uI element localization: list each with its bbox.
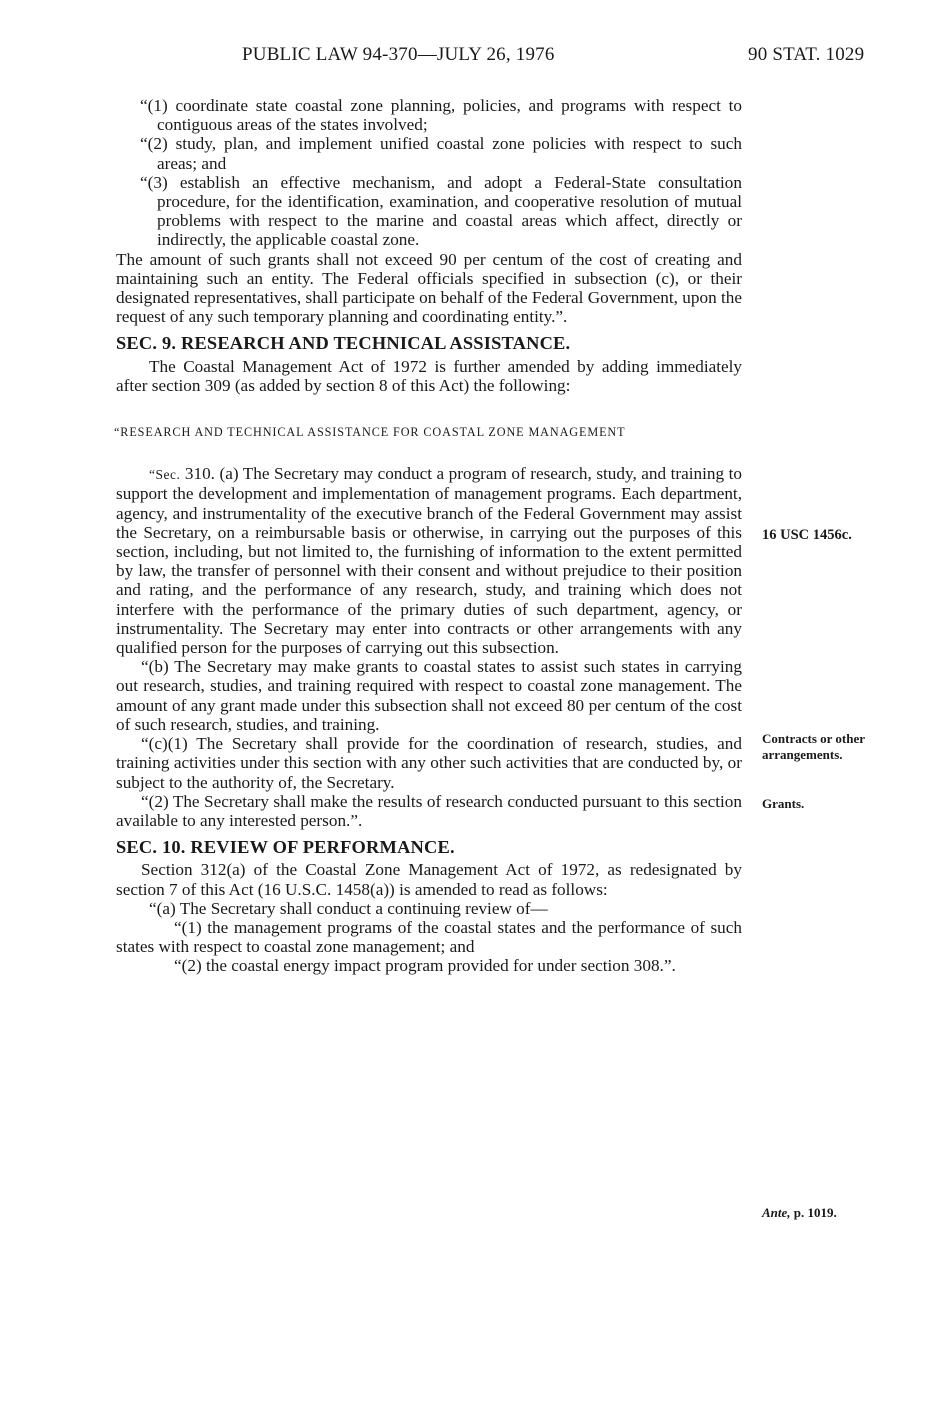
sec10-heading: SEC. 10. REVIEW OF PERFORMANCE. xyxy=(116,837,455,858)
document-body xyxy=(116,96,742,976)
sec10-subsection-a: “(a) The Secretary shall conduct a continuing review of— xyxy=(149,898,548,918)
clause-3: “(3) establish an effective mechanism, and adopt a Federal-State consultation procedure, for the identification, examination, and cooperative resolution of mutual problems with respect to the marine and coastal areas which affect, directly or indirectly, the applicable coastal zone. xyxy=(140,172,742,250)
margin-note-contracts xyxy=(762,731,865,763)
margin-note-usc: 16 USC 1456c. xyxy=(762,527,852,543)
sec10-clause-2: “(2) the coastal energy impact program provided for under section 308.”. xyxy=(174,956,676,976)
sec9-intro: The Coastal Management Act of 1972 is further amended by adding immediately after section 309 (as added by section 8 of this Act) the following: xyxy=(116,356,742,395)
margin-note-ante-italic: Ante, xyxy=(762,1205,791,1220)
sec-label: “Sec. xyxy=(149,467,181,483)
sec310-caption: “RESEARCH AND TECHNICAL ASSISTANCE FOR COASTAL ZONE MANAGEMENT xyxy=(114,425,626,440)
margin-note-ante-rest: p. 1019. xyxy=(790,1205,837,1220)
sec10-intro: Section 312(a) of the Coastal Zone Management Act of 1972, as redesignated by section 7 of this Act (16 U.S.C. 1458(a)) is amended to read as follows: xyxy=(116,860,742,899)
clause-1: “(1) coordinate state coastal zone planning, policies, and programs with respect to contiguous areas of the states involved; xyxy=(140,96,742,135)
sec310b-paragraph: “(b) The Secretary may make grants to coastal states to assist such states in carrying out research, studies, and training required with respect to coastal zone management. The amount of any grant made under this subsection shall not exceed 80 per centum of the cost of such research, studies, and training. xyxy=(116,657,742,734)
margin-note-contracts-line1: Contracts or other xyxy=(762,731,866,746)
margin-note-contracts-line2: arrangements. xyxy=(762,747,843,762)
sec310a-paragraph xyxy=(116,464,742,657)
page-header-stat: 90 STAT. 1029 xyxy=(748,44,865,65)
sec310c1-paragraph: “(c)(1) The Secretary shall provide for the coordination of research, studies, and training activities under this section with any other such activities that are conducted by, or subject to the authority of, the Secretary. xyxy=(116,734,742,792)
margin-note-ante xyxy=(762,1205,837,1221)
sec10-clause-1: “(1) the management programs of the coastal states and the performance of such states with respect to coastal zone management; and xyxy=(116,917,742,957)
amount-paragraph: The amount of such grants shall not exceed 90 per centum of the cost of creating and maintaining such an entity. The Federal officials specified in subsection (c), or their designated representatives, shall participate on behalf of the Federal Government, upon the request of any such temporary planning and coordinating entity.”. xyxy=(116,249,742,327)
page-header-title: PUBLIC LAW 94-370—JULY 26, 1976 xyxy=(242,44,555,65)
sec9-heading: SEC. 9. RESEARCH AND TECHNICAL ASSISTANCE. xyxy=(116,333,571,354)
margin-note-grants: Grants. xyxy=(762,796,805,811)
sec310a-text: 310. (a) The Secretary may conduct a program of research, study, and training to support the development and implementation of management programs. Each department, agency, and instrumentality of the executive branch of the Federal Government may assist the Secretary, on a reimbursable basis or otherwise, in carrying out the purposes of this section, including, but not limited to, the furnishing of information to the extent permitted by law, the transfer of personnel with their consent and without prejudice to their position and rating, and the performance of any research, study, and training which does not interfere with the performance of the primary duties of such department, agency, or instrumentality. The Secretary may enter into contracts or other arrangements with any qualified person for the purposes of carrying out this subsection. xyxy=(116,464,742,658)
clause-2: “(2) study, plan, and implement unified coastal zone policies with respect to such areas; and xyxy=(140,134,742,173)
sec310c2-paragraph: “(2) The Secretary shall make the results of research conducted pursuant to this section available to any interested person.”. xyxy=(116,791,742,830)
